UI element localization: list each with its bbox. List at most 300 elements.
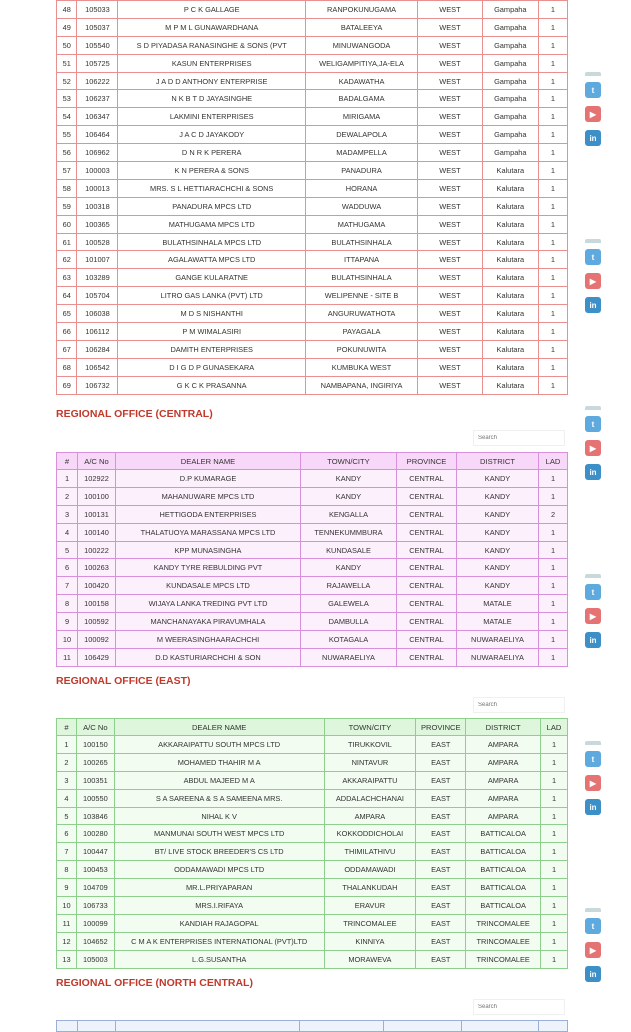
table-row [57, 843, 568, 861]
cell-district: Gampaha [482, 18, 538, 36]
cell-lad-count: 1 [541, 825, 568, 843]
cell-lad-count: 1 [538, 269, 567, 287]
cell-row-number: 2 [57, 487, 78, 505]
cell-province: WEST [418, 144, 483, 162]
cell-account-number: 103846 [76, 807, 114, 825]
cell-town-city: KENGALLA [301, 505, 397, 523]
table-header-row [57, 719, 568, 736]
youtube-icon[interactable]: ▶ [585, 106, 601, 122]
cell-province: CENTRAL [397, 523, 457, 541]
cell-province: WEST [418, 215, 483, 233]
table-header-row [57, 1021, 568, 1032]
cell-dealer-name: MANCHANAYAKA PIRAVUMHALA [116, 613, 301, 631]
cell-district: AMPARA [466, 736, 541, 754]
cell-row-number: 9 [57, 613, 78, 631]
table-row [57, 950, 568, 968]
cell-province: WEST [418, 36, 483, 54]
share-bar-cap [585, 574, 601, 578]
column-header-lad-count[interactable]: LAD [539, 453, 568, 470]
cell-district: TRINCOMALEE [466, 914, 541, 932]
cell-row-number: 4 [57, 789, 77, 807]
cell-dealer-name: D.D KASTURIARCHCHI & SON [116, 648, 301, 666]
cell-town-city: KUNDASALE [301, 541, 397, 559]
table-row [57, 269, 568, 287]
youtube-icon[interactable]: ▶ [585, 775, 601, 791]
cell-province: EAST [416, 950, 466, 968]
cell-account-number: 100265 [76, 753, 114, 771]
cell-account-number: 106112 [77, 323, 118, 341]
table-row [57, 523, 568, 541]
linkedin-icon[interactable]: in [585, 297, 601, 313]
cell-town-city: WELIGAMPITIYA,JA-ELA [306, 54, 418, 72]
table-row [57, 505, 568, 523]
table-row [57, 595, 568, 613]
cell-row-number: 54 [57, 108, 77, 126]
cell-row-number: 9 [57, 879, 77, 897]
cell-row-number: 10 [57, 897, 77, 915]
cell-dealer-name: MR.L.PRIYAPARAN [114, 879, 324, 897]
cell-account-number: 105540 [77, 36, 118, 54]
cell-province: WEST [418, 287, 483, 305]
linkedin-icon[interactable]: in [585, 130, 601, 146]
cell-lad-count: 1 [541, 736, 568, 754]
cell-town-city: AKKARAIPATTU [324, 771, 416, 789]
cell-lad-count: 1 [538, 144, 567, 162]
youtube-icon[interactable]: ▶ [585, 440, 601, 456]
column-header-account-number[interactable]: A/C No [78, 453, 116, 470]
cell-row-number: 1 [57, 470, 78, 488]
cell-dealer-name: N K B T D JAYASINGHE [118, 90, 306, 108]
cell-row-number: 56 [57, 144, 77, 162]
share-bar-cap [585, 239, 601, 243]
cell-lad-count: 1 [538, 323, 567, 341]
cell-row-number: 53 [57, 90, 77, 108]
cell-account-number: 100100 [78, 487, 116, 505]
central-heading: REGIONAL OFFICE (CENTRAL) [56, 408, 213, 420]
central-dealers-table [56, 452, 568, 667]
central-table-body [57, 470, 568, 667]
cell-district: Gampaha [482, 1, 538, 19]
table-row [57, 376, 568, 394]
cell-district: NUWARAELIYA [457, 631, 539, 649]
cell-row-number: 12 [57, 932, 77, 950]
cell-account-number: 100092 [78, 631, 116, 649]
cell-lad-count: 1 [541, 771, 568, 789]
cell-account-number: 105033 [77, 1, 118, 19]
cell-account-number: 104709 [76, 879, 114, 897]
cell-district: Gampaha [482, 90, 538, 108]
cell-dealer-name: HETTIGODA ENTERPRISES [116, 505, 301, 523]
cell-row-number: 49 [57, 18, 77, 36]
linkedin-icon[interactable]: in [585, 464, 601, 480]
cell-province: WEST [418, 340, 483, 358]
cell-province: EAST [416, 843, 466, 861]
cell-district: MATALE [457, 613, 539, 631]
cell-district: Kalutara [482, 340, 538, 358]
cell-row-number: 6 [57, 559, 78, 577]
cell-dealer-name: THALATUOYA MARASSANA MPCS LTD [116, 523, 301, 541]
youtube-icon[interactable]: ▶ [585, 608, 601, 624]
cell-dealer-name: MRS. S L HETTIARACHCHI & SONS [118, 179, 306, 197]
cell-row-number: 62 [57, 251, 77, 269]
cell-row-number: 11 [57, 648, 78, 666]
column-header-town-city[interactable]: TOWN/CITY [301, 453, 397, 470]
cell-town-city: NINTAVUR [324, 753, 416, 771]
cell-dealer-name: D.P KUMARAGE [116, 470, 301, 488]
cell-town-city: KANDY [301, 559, 397, 577]
cell-town-city: GALEWELA [301, 595, 397, 613]
youtube-icon[interactable]: ▶ [585, 942, 601, 958]
cell-lad-count: 1 [541, 789, 568, 807]
cell-account-number: 106237 [77, 90, 118, 108]
column-header-province[interactable]: PROVINCE [416, 719, 466, 736]
cell-province: WEST [418, 126, 483, 144]
cell-lad-count: 1 [539, 523, 568, 541]
cell-lad-count: 1 [541, 807, 568, 825]
cell-dealer-name: L.G.SUSANTHA [114, 950, 324, 968]
cell-lad-count: 1 [538, 1, 567, 19]
cell-dealer-name: BULATHSINHALA MPCS LTD [118, 233, 306, 251]
table-row [57, 90, 568, 108]
linkedin-icon[interactable]: in [585, 632, 601, 648]
cell-district: Gampaha [482, 126, 538, 144]
cell-account-number: 105704 [77, 287, 118, 305]
cell-province: CENTRAL [397, 505, 457, 523]
cell-account-number: 102922 [78, 470, 116, 488]
cell-province: CENTRAL [397, 559, 457, 577]
cell-row-number: 65 [57, 305, 77, 323]
cell-province: WEST [418, 269, 483, 287]
cell-lad-count: 1 [538, 162, 567, 180]
table-row [57, 631, 568, 649]
share-bar [585, 741, 601, 815]
cell-account-number: 100420 [78, 577, 116, 595]
cell-lad-count: 1 [538, 179, 567, 197]
cell-dealer-name: ABDUL MAJEED M A [114, 771, 324, 789]
cell-lad-count: 1 [539, 487, 568, 505]
cell-row-number: 48 [57, 1, 77, 19]
cell-district: Kalutara [482, 179, 538, 197]
cell-account-number: 100550 [76, 789, 114, 807]
linkedin-icon[interactable]: in [585, 799, 601, 815]
west-table-body [57, 0, 568, 394]
twitter-icon[interactable]: t [585, 751, 601, 767]
table-row [57, 736, 568, 754]
cell-row-number: 61 [57, 233, 77, 251]
table-row [57, 861, 568, 879]
cell-district: Kalutara [482, 251, 538, 269]
table-row [57, 613, 568, 631]
cell-row-number: 8 [57, 861, 77, 879]
twitter-icon[interactable]: t [585, 82, 601, 98]
cell-lad-count: 1 [538, 72, 567, 90]
twitter-icon[interactable]: t [585, 249, 601, 265]
table-row [57, 162, 568, 180]
cell-account-number: 100528 [77, 233, 118, 251]
cell-row-number: 1 [57, 736, 77, 754]
cell-province: WEST [418, 72, 483, 90]
cell-account-number: 106733 [76, 897, 114, 915]
share-bar [585, 406, 601, 480]
cell-lad-count: 1 [541, 914, 568, 932]
table-row [57, 144, 568, 162]
table-row [57, 487, 568, 505]
cell-row-number: 10 [57, 631, 78, 649]
cell-town-city: MIRIGAMA [306, 108, 418, 126]
cell-lad-count: 1 [538, 108, 567, 126]
cell-lad-count: 1 [538, 251, 567, 269]
cell-account-number: 100013 [77, 179, 118, 197]
cell-dealer-name: D N R K PERERA [118, 144, 306, 162]
cell-lad-count: 1 [538, 340, 567, 358]
cell-town-city: HORANA [306, 179, 418, 197]
cell-district: AMPARA [466, 771, 541, 789]
table-row [57, 771, 568, 789]
cell-province: CENTRAL [397, 648, 457, 666]
central-search-input[interactable] [473, 430, 565, 446]
column-header-row-number[interactable]: # [57, 719, 77, 736]
cell-town-city: THALANKUDAH [324, 879, 416, 897]
cell-province: CENTRAL [397, 577, 457, 595]
cell-province: EAST [416, 861, 466, 879]
cell-lad-count: 1 [539, 648, 568, 666]
twitter-icon[interactable]: t [585, 584, 601, 600]
cell-district: Gampaha [482, 108, 538, 126]
share-bar-cap [585, 406, 601, 410]
cell-lad-count: 1 [539, 613, 568, 631]
cell-dealer-name: J A D D ANTHONY ENTERPRISE [118, 72, 306, 90]
table-row [57, 18, 568, 36]
cell-row-number: 67 [57, 340, 77, 358]
cell-dealer-name: GANGE KULARATNE [118, 269, 306, 287]
cell-district: Kalutara [482, 287, 538, 305]
cell-dealer-name: C M A K ENTERPRISES INTERNATIONAL (PVT)LTD [114, 932, 324, 950]
cell-town-city: BADALGAMA [306, 90, 418, 108]
table-row [57, 577, 568, 595]
cell-town-city: POKUNUWITA [306, 340, 418, 358]
column-header-dealer-name[interactable]: DEALER NAME [114, 719, 324, 736]
cell-account-number: 100365 [77, 215, 118, 233]
cell-dealer-name: AKKARAIPATTU SOUTH MPCS LTD [114, 736, 324, 754]
cell-town-city: KOKKODDICHOLAI [324, 825, 416, 843]
cell-row-number: 3 [57, 505, 78, 523]
share-bar-cap [585, 72, 601, 76]
table-row [57, 108, 568, 126]
cell-province: EAST [416, 736, 466, 754]
cell-province: WEST [418, 358, 483, 376]
cell-town-city: WADDUWA [306, 197, 418, 215]
cell-row-number: 50 [57, 36, 77, 54]
cell-town-city: RAJAWELLA [301, 577, 397, 595]
table-row [57, 287, 568, 305]
cell-province: CENTRAL [397, 613, 457, 631]
cell-lad-count: 1 [538, 233, 567, 251]
cell-account-number: 106429 [78, 648, 116, 666]
cell-account-number: 100318 [77, 197, 118, 215]
table-row [57, 340, 568, 358]
cell-district: AMPARA [466, 789, 541, 807]
cell-row-number: 5 [57, 541, 78, 559]
cell-dealer-name: DAMITH ENTERPRISES [118, 340, 306, 358]
cell-lad-count: 1 [541, 897, 568, 915]
cell-town-city: ITTAPANA [306, 251, 418, 269]
cell-account-number: 106284 [77, 340, 118, 358]
cell-district: BATTICALOA [466, 879, 541, 897]
cell-province: EAST [416, 879, 466, 897]
cell-account-number: 106464 [77, 126, 118, 144]
cell-district: NUWARAELIYA [457, 648, 539, 666]
cell-province: WEST [418, 18, 483, 36]
cell-lad-count: 1 [539, 577, 568, 595]
cell-province: EAST [416, 932, 466, 950]
cell-account-number: 101007 [77, 251, 118, 269]
cell-account-number: 100453 [76, 861, 114, 879]
table-row [57, 215, 568, 233]
cell-lad-count: 1 [539, 470, 568, 488]
cell-town-city: KANDY [301, 487, 397, 505]
youtube-icon[interactable]: ▶ [585, 273, 601, 289]
cell-district: Gampaha [482, 144, 538, 162]
column-header-province[interactable]: PROVINCE [397, 453, 457, 470]
north-central-heading: REGIONAL OFFICE (NORTH CENTRAL) [56, 977, 253, 989]
cell-account-number: 106732 [77, 376, 118, 394]
cell-town-city: MATHUGAMA [306, 215, 418, 233]
column-header-town-city[interactable]: TOWN/CITY [324, 719, 416, 736]
cell-district: Gampaha [482, 54, 538, 72]
cell-row-number: 7 [57, 577, 78, 595]
cell-province: WEST [418, 197, 483, 215]
cell-row-number: 2 [57, 753, 77, 771]
cell-town-city: AMPARA [324, 807, 416, 825]
column-header-row-number[interactable]: # [57, 453, 78, 470]
cell-lad-count: 1 [538, 18, 567, 36]
share-bar [585, 239, 601, 313]
twitter-icon[interactable]: t [585, 416, 601, 432]
cell-account-number: 100280 [76, 825, 114, 843]
cell-row-number: 5 [57, 807, 77, 825]
cell-row-number: 3 [57, 771, 77, 789]
cell-row-number: 66 [57, 323, 77, 341]
column-header-dealer-name[interactable]: DEALER NAME [116, 453, 301, 470]
cell-district: Kalutara [482, 269, 538, 287]
cell-dealer-name: M P M L GUNAWARDHANA [118, 18, 306, 36]
north-central-dealers-table [56, 1020, 568, 1032]
cell-province: CENTRAL [397, 541, 457, 559]
cell-district: KANDY [457, 523, 539, 541]
cell-lad-count: 1 [541, 879, 568, 897]
cell-district: KANDY [457, 559, 539, 577]
cell-account-number: 104652 [76, 932, 114, 950]
cell-row-number: 51 [57, 54, 77, 72]
cell-lad-count: 1 [539, 595, 568, 613]
cell-dealer-name: LITRO GAS LANKA (PVT) LTD [118, 287, 306, 305]
cell-province: WEST [418, 108, 483, 126]
cell-town-city: BULATHSINHALA [306, 269, 418, 287]
cell-district: Kalutara [482, 215, 538, 233]
cell-dealer-name: LAKMINI ENTERPRISES [118, 108, 306, 126]
column-header-district[interactable]: DISTRICT [457, 453, 539, 470]
table-row [57, 753, 568, 771]
cell-account-number: 100222 [78, 541, 116, 559]
cell-district: Gampaha [482, 72, 538, 90]
column-header-lad-count[interactable]: LAD [541, 719, 568, 736]
linkedin-icon[interactable]: in [585, 966, 601, 982]
cell-dealer-name: ODDAMAWADI MPCS LTD [114, 861, 324, 879]
cell-province: WEST [418, 233, 483, 251]
column-header-account-number[interactable]: A/C No [76, 719, 114, 736]
cell-account-number: 100592 [78, 613, 116, 631]
cell-dealer-name: S D PIYADASA RANASINGHE & SONS (PVT [118, 36, 306, 54]
east-search-input[interactable] [473, 697, 565, 713]
north-central-search-input[interactable] [473, 999, 565, 1015]
cell-province: WEST [418, 376, 483, 394]
cell-province: EAST [416, 897, 466, 915]
cell-town-city: DEWALAPOLA [306, 126, 418, 144]
cell-dealer-name: AGALAWATTA MPCS LTD [118, 251, 306, 269]
cell-row-number: 13 [57, 950, 77, 968]
cell-account-number: 105037 [77, 18, 118, 36]
cell-province: EAST [416, 753, 466, 771]
table-row [57, 789, 568, 807]
cell-lad-count: 1 [538, 215, 567, 233]
share-bar-cap [585, 908, 601, 912]
cell-town-city: BULATHSINHALA [306, 233, 418, 251]
cell-district: Kalutara [482, 233, 538, 251]
cell-dealer-name: KASUN ENTERPRISES [118, 54, 306, 72]
cell-district: KANDY [457, 577, 539, 595]
cell-row-number: 69 [57, 376, 77, 394]
cell-dealer-name: NIHAL K V [114, 807, 324, 825]
cell-lad-count: 1 [539, 559, 568, 577]
cell-dealer-name: KANDY TYRE REBULDING PVT [116, 559, 301, 577]
cell-dealer-name: P M WIMALASIRI [118, 323, 306, 341]
cell-account-number: 105725 [77, 54, 118, 72]
cell-town-city: WELIPENNE - SITE B [306, 287, 418, 305]
cell-district: KANDY [457, 470, 539, 488]
cell-province: WEST [418, 1, 483, 19]
cell-row-number: 59 [57, 197, 77, 215]
table-row [57, 251, 568, 269]
table-row [57, 470, 568, 488]
cell-town-city: NUWARAELIYA [301, 648, 397, 666]
cell-dealer-name: MAHANUWARE MPCS LTD [116, 487, 301, 505]
cell-row-number: 57 [57, 162, 77, 180]
cell-lad-count: 2 [539, 505, 568, 523]
column-header-district[interactable]: DISTRICT [466, 719, 541, 736]
cell-town-city: KANDY [301, 470, 397, 488]
cell-town-city: DAMBULLA [301, 613, 397, 631]
cell-town-city: ODDAMAWADI [324, 861, 416, 879]
cell-account-number: 103289 [77, 269, 118, 287]
cell-dealer-name: S A SAREENA & S A SAMEENA MRS. [114, 789, 324, 807]
cell-town-city: KADAWATHA [306, 72, 418, 90]
table-header-row [57, 453, 568, 470]
cell-row-number: 4 [57, 523, 78, 541]
twitter-icon[interactable]: t [585, 918, 601, 934]
cell-district: Kalutara [482, 323, 538, 341]
cell-town-city: ERAVUR [324, 897, 416, 915]
cell-district: AMPARA [466, 807, 541, 825]
cell-district: KANDY [457, 487, 539, 505]
cell-dealer-name: M D S NISHANTHI [118, 305, 306, 323]
cell-district: Gampaha [482, 36, 538, 54]
cell-dealer-name: PANADURA MPCS LTD [118, 197, 306, 215]
cell-dealer-name: P C K GALLAGE [118, 1, 306, 19]
cell-dealer-name: J A C D JAYAKODY [118, 126, 306, 144]
table-row [57, 197, 568, 215]
table-row [57, 825, 568, 843]
cell-row-number: 68 [57, 358, 77, 376]
